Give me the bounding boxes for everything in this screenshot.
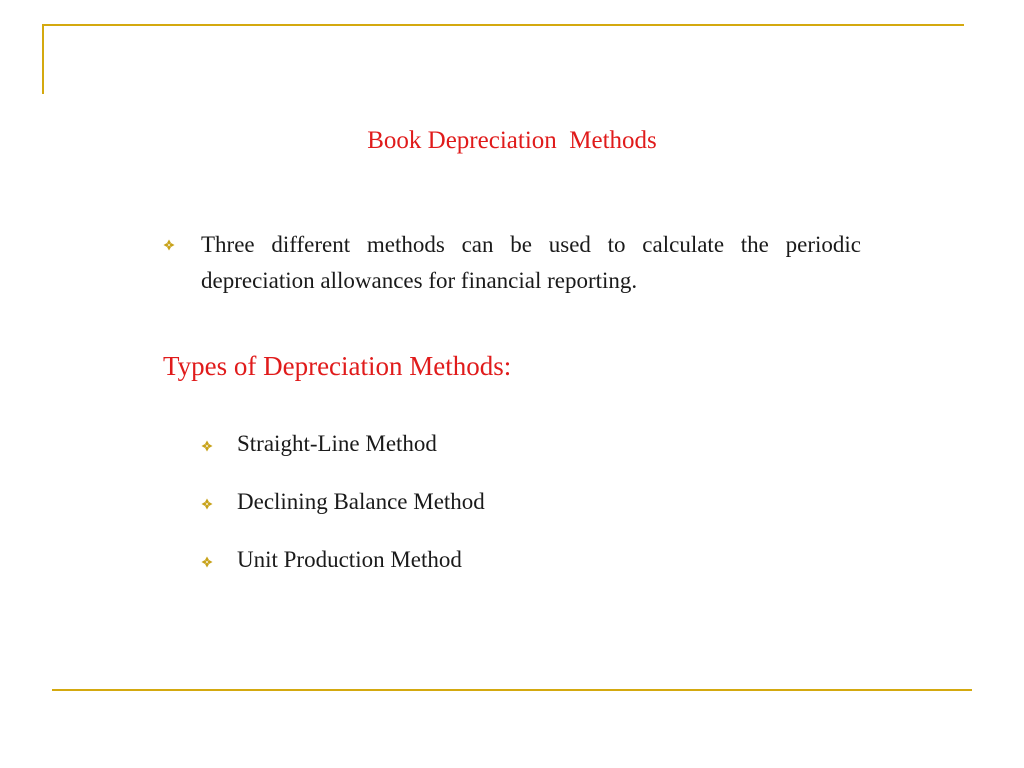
diamond-bullet-icon xyxy=(201,556,213,568)
frame-left-rule xyxy=(42,24,44,94)
method-label: Straight-Line Method xyxy=(237,431,437,456)
method-label: Declining Balance Method xyxy=(237,489,485,514)
frame-bottom-rule xyxy=(52,689,972,691)
diamond-bullet-icon xyxy=(201,440,213,452)
section-heading: Types of Depreciation Methods: xyxy=(163,351,512,381)
slide-title: Book Depreciation Methods xyxy=(367,127,657,154)
frame-top-rule xyxy=(42,24,964,26)
diamond-bullet-icon xyxy=(163,239,175,251)
diamond-bullet-icon xyxy=(201,498,213,510)
intro-paragraph: Three different methods can be used to calculate the periodic depreciation allowances for financial reporting. xyxy=(201,232,861,293)
method-label: Unit Production Method xyxy=(237,547,462,572)
